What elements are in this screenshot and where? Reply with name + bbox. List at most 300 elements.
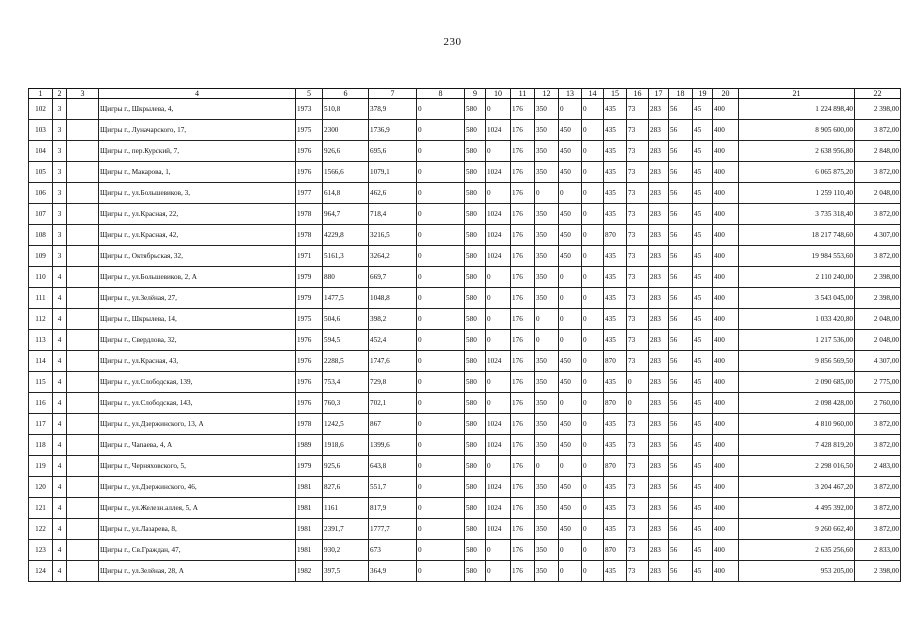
table-cell-col-4: Щигры г., пер.Курский, 7, [99,141,296,162]
table-cell-col-5: 1981 [296,519,323,540]
table-cell-col-14: 0 [582,393,604,414]
table-cell-col-3 [67,393,99,414]
table-cell-col-16: 73 [627,246,649,267]
table-cell-col-8: 0 [417,141,465,162]
table-cell-col-9: 580 [465,519,486,540]
table-cell-col-19: 45 [693,330,713,351]
table-cell-col-14: 0 [582,372,604,393]
table-cell-col-14: 0 [582,246,604,267]
table-cell-col-19: 45 [693,162,713,183]
table-cell-col-2: 4 [53,267,67,288]
table-cell-col-6: 594,5 [323,330,369,351]
table-cell-col-16: 73 [627,183,649,204]
table-cell-col-6: 1918,6 [323,435,369,456]
table-cell-col-22: 4 307,00 [855,351,901,372]
table-cell-col-14: 0 [582,99,604,120]
table-cell-col-3 [67,309,99,330]
table-cell-col-13: 450 [559,519,582,540]
table-cell-col-8: 0 [417,99,465,120]
table-cell-col-2: 4 [53,288,67,309]
table-cell-col-16: 0 [627,393,649,414]
table-cell-col-17: 283 [649,393,669,414]
table-cell-col-5: 1973 [296,99,323,120]
table-cell-col-9: 580 [465,561,486,582]
column-header-1: 1 [29,89,53,99]
table-row [29,246,901,267]
table-cell-col-18: 56 [669,372,693,393]
table-cell-col-4: Щигры г., ул.Слободская, 139, [99,372,296,393]
table-cell-col-13: 450 [559,372,582,393]
table-cell-col-20: 400 [713,225,739,246]
table-cell-col-17: 283 [649,288,669,309]
table-cell-col-5: 1977 [296,183,323,204]
table-cell-col-7: 867 [369,414,417,435]
table-cell-col-21: 4 495 392,00 [739,498,855,519]
table-cell-col-11: 176 [511,120,535,141]
table-cell-col-21: 7 428 819,20 [739,435,855,456]
table-cell-col-22: 2 398,00 [855,288,901,309]
table-cell-col-10: 0 [486,309,511,330]
table-cell-col-2: 4 [53,456,67,477]
table-row [29,99,901,120]
table-cell-col-16: 73 [627,498,649,519]
table-cell-col-20: 400 [713,372,739,393]
table-cell-col-2: 4 [53,414,67,435]
table-cell-col-6: 1566,6 [323,162,369,183]
table-cell-col-10: 0 [486,141,511,162]
table-cell-col-11: 176 [511,309,535,330]
table-cell-col-13: 450 [559,162,582,183]
table-cell-col-13: 450 [559,204,582,225]
table-cell-col-18: 56 [669,456,693,477]
table-cell-col-11: 176 [511,393,535,414]
table-cell-col-18: 56 [669,141,693,162]
table-cell-col-11: 176 [511,267,535,288]
table-cell-col-16: 73 [627,330,649,351]
table-cell-col-22: 3 872,00 [855,477,901,498]
table-cell-col-3 [67,141,99,162]
table-cell-col-18: 56 [669,162,693,183]
table-cell-col-20: 400 [713,99,739,120]
column-header-21: 21 [739,89,855,99]
table-cell-col-1: 118 [29,435,53,456]
table-cell-col-12: 350 [535,246,559,267]
table-cell-col-8: 0 [417,456,465,477]
table-cell-col-1: 117 [29,414,53,435]
table-cell-col-15: 435 [604,99,627,120]
table-row [29,456,901,477]
table-cell-col-15: 435 [604,498,627,519]
table-cell-col-14: 0 [582,351,604,372]
table-cell-col-9: 580 [465,99,486,120]
table-cell-col-9: 580 [465,330,486,351]
table-cell-col-16: 73 [627,141,649,162]
table-cell-col-8: 0 [417,561,465,582]
table-cell-col-9: 580 [465,183,486,204]
table-cell-col-2: 4 [53,330,67,351]
table-cell-col-10: 0 [486,267,511,288]
column-header-8: 8 [417,89,465,99]
table-cell-col-14: 0 [582,519,604,540]
table-cell-col-1: 124 [29,561,53,582]
table-cell-col-20: 400 [713,120,739,141]
table-cell-col-20: 400 [713,183,739,204]
table-cell-col-1: 107 [29,204,53,225]
table-cell-col-6: 827,6 [323,477,369,498]
table-cell-col-16: 73 [627,99,649,120]
table-cell-col-11: 176 [511,372,535,393]
table-cell-col-13: 0 [559,183,582,204]
table-cell-col-22: 2 398,00 [855,99,901,120]
table-cell-col-16: 73 [627,519,649,540]
table-cell-col-19: 45 [693,519,713,540]
table-cell-col-7: 1777,7 [369,519,417,540]
table-cell-col-15: 435 [604,372,627,393]
table-cell-col-18: 56 [669,498,693,519]
table-cell-col-16: 73 [627,456,649,477]
table-cell-col-11: 176 [511,246,535,267]
table-cell-col-11: 176 [511,519,535,540]
table-cell-col-22: 2 048,00 [855,183,901,204]
table-row [29,414,901,435]
table-cell-col-22: 4 307,00 [855,225,901,246]
table-cell-col-12: 350 [535,351,559,372]
table-cell-col-3 [67,372,99,393]
table-cell-col-12: 0 [535,183,559,204]
table-cell-col-13: 450 [559,435,582,456]
table-cell-col-22: 3 872,00 [855,414,901,435]
table-cell-col-14: 0 [582,267,604,288]
table-cell-col-16: 73 [627,288,649,309]
table-cell-col-12: 350 [535,141,559,162]
table-cell-col-22: 3 872,00 [855,498,901,519]
table-cell-col-7: 817,9 [369,498,417,519]
table-row [29,519,901,540]
table-cell-col-2: 3 [53,183,67,204]
table-cell-col-10: 1024 [486,120,511,141]
table-cell-col-10: 0 [486,372,511,393]
table-cell-col-22: 3 872,00 [855,204,901,225]
table-cell-col-10: 1024 [486,498,511,519]
table-cell-col-2: 3 [53,162,67,183]
table-cell-col-7: 3264,2 [369,246,417,267]
table-cell-col-3 [67,162,99,183]
table-cell-col-15: 435 [604,267,627,288]
table-cell-col-9: 580 [465,414,486,435]
table-cell-col-1: 123 [29,540,53,561]
table-cell-col-5: 1976 [296,372,323,393]
table-cell-col-18: 56 [669,393,693,414]
table-cell-col-5: 1979 [296,288,323,309]
table-cell-col-9: 580 [465,141,486,162]
table-cell-col-7: 729,8 [369,372,417,393]
table-cell-col-8: 0 [417,351,465,372]
table-cell-col-1: 102 [29,99,53,120]
table-row [29,225,901,246]
table-cell-col-4: Щигры г., ул.Слободская, 143, [99,393,296,414]
table-cell-col-13: 450 [559,141,582,162]
table-cell-col-5: 1981 [296,540,323,561]
table-cell-col-4: Щигры г., ул.Зелёная, 27, [99,288,296,309]
table-cell-col-15: 435 [604,288,627,309]
column-header-12: 12 [535,89,559,99]
table-cell-col-19: 45 [693,456,713,477]
table-cell-col-4: Щигры г., ул.Железн.аллея, 5, А [99,498,296,519]
table-cell-col-11: 176 [511,183,535,204]
table-cell-col-15: 435 [604,204,627,225]
table-cell-col-9: 580 [465,456,486,477]
table-cell-col-21: 1 224 898,40 [739,99,855,120]
table-cell-col-8: 0 [417,309,465,330]
table-cell-col-20: 400 [713,414,739,435]
table-cell-col-22: 3 872,00 [855,435,901,456]
table-cell-col-8: 0 [417,120,465,141]
table-cell-col-19: 45 [693,225,713,246]
table-cell-col-6: 1242,5 [323,414,369,435]
table-cell-col-13: 450 [559,351,582,372]
table-cell-col-19: 45 [693,414,713,435]
table-cell-col-10: 1024 [486,477,511,498]
table-row [29,162,901,183]
table-cell-col-12: 350 [535,99,559,120]
table-cell-col-5: 1975 [296,309,323,330]
column-header-5: 5 [296,89,323,99]
table-cell-col-1: 115 [29,372,53,393]
table-cell-col-19: 45 [693,267,713,288]
table-cell-col-2: 3 [53,141,67,162]
table-cell-col-12: 350 [535,288,559,309]
table-cell-col-11: 176 [511,540,535,561]
table-cell-col-11: 176 [511,414,535,435]
table-cell-col-13: 450 [559,246,582,267]
table-cell-col-3 [67,204,99,225]
table-cell-col-2: 4 [53,561,67,582]
table-cell-col-20: 400 [713,288,739,309]
table-cell-col-4: Щигры г., Луначарского, 17, [99,120,296,141]
table-cell-col-5: 1989 [296,435,323,456]
table-cell-col-9: 580 [465,246,486,267]
table-cell-col-5: 1976 [296,330,323,351]
table-cell-col-1: 104 [29,141,53,162]
table-cell-col-10: 1024 [486,246,511,267]
table-cell-col-12: 350 [535,540,559,561]
table-row [29,393,901,414]
table-cell-col-18: 56 [669,120,693,141]
table-cell-col-1: 114 [29,351,53,372]
table-cell-col-15: 870 [604,393,627,414]
table-cell-col-6: 1477,5 [323,288,369,309]
table-cell-col-13: 450 [559,120,582,141]
table-cell-col-10: 1024 [486,519,511,540]
table-cell-col-18: 56 [669,519,693,540]
table-cell-col-22: 2 483,00 [855,456,901,477]
table-cell-col-21: 9 856 569,50 [739,351,855,372]
table-cell-col-21: 9 260 662,40 [739,519,855,540]
table-cell-col-5: 1981 [296,498,323,519]
table-cell-col-10: 1024 [486,204,511,225]
table-cell-col-18: 56 [669,267,693,288]
table-cell-col-15: 870 [604,351,627,372]
table-cell-col-3 [67,267,99,288]
table-cell-col-5: 1978 [296,204,323,225]
housing-register-table-wrap [28,88,899,598]
table-cell-col-12: 350 [535,435,559,456]
table-cell-col-13: 0 [559,309,582,330]
table-row [29,477,901,498]
table-cell-col-13: 0 [559,561,582,582]
table-cell-col-8: 0 [417,288,465,309]
table-cell-col-3 [67,477,99,498]
table-cell-col-17: 283 [649,99,669,120]
table-row [29,183,901,204]
table-cell-col-20: 400 [713,162,739,183]
table-cell-col-11: 176 [511,477,535,498]
table-cell-col-4: Щигры г., ул.Лазарева, 8, [99,519,296,540]
table-cell-col-20: 400 [713,309,739,330]
table-cell-col-15: 435 [604,309,627,330]
table-cell-col-10: 0 [486,183,511,204]
table-cell-col-3 [67,99,99,120]
table-cell-col-5: 1979 [296,267,323,288]
table-cell-col-14: 0 [582,141,604,162]
table-cell-col-15: 435 [604,183,627,204]
table-cell-col-18: 56 [669,414,693,435]
table-cell-col-12: 0 [535,456,559,477]
table-cell-col-11: 176 [511,561,535,582]
table-cell-col-21: 3 543 045,00 [739,288,855,309]
table-cell-col-20: 400 [713,540,739,561]
table-cell-col-9: 580 [465,435,486,456]
table-cell-col-13: 450 [559,225,582,246]
table-cell-col-17: 283 [649,456,669,477]
table-cell-col-17: 283 [649,204,669,225]
table-cell-col-20: 400 [713,561,739,582]
table-cell-col-14: 0 [582,330,604,351]
table-cell-col-16: 73 [627,351,649,372]
table-cell-col-18: 56 [669,351,693,372]
table-cell-col-1: 116 [29,393,53,414]
table-cell-col-8: 0 [417,519,465,540]
table-body [29,99,901,582]
table-cell-col-7: 1079,1 [369,162,417,183]
table-row [29,561,901,582]
table-cell-col-21: 1 259 110,40 [739,183,855,204]
table-cell-col-17: 283 [649,309,669,330]
table-cell-col-8: 0 [417,498,465,519]
table-cell-col-10: 0 [486,540,511,561]
table-cell-col-19: 45 [693,288,713,309]
table-cell-col-14: 0 [582,204,604,225]
table-cell-col-12: 350 [535,267,559,288]
table-cell-col-9: 580 [465,288,486,309]
table-cell-col-19: 45 [693,309,713,330]
table-cell-col-6: 2288,5 [323,351,369,372]
table-cell-col-19: 45 [693,246,713,267]
table-cell-col-5: 1982 [296,561,323,582]
table-cell-col-3 [67,414,99,435]
table-cell-col-16: 73 [627,225,649,246]
table-cell-col-7: 673 [369,540,417,561]
table-cell-col-11: 176 [511,330,535,351]
table-cell-col-13: 450 [559,477,582,498]
table-cell-col-7: 452,4 [369,330,417,351]
table-cell-col-20: 400 [713,456,739,477]
table-cell-col-15: 435 [604,435,627,456]
table-cell-col-14: 0 [582,309,604,330]
table-cell-col-16: 73 [627,414,649,435]
table-cell-col-5: 1976 [296,162,323,183]
column-header-15: 15 [604,89,627,99]
table-cell-col-13: 0 [559,330,582,351]
table-cell-col-4: Щигры г., Октябрьская, 32, [99,246,296,267]
table-cell-col-7: 378,9 [369,99,417,120]
table-cell-col-15: 435 [604,330,627,351]
table-cell-col-17: 283 [649,351,669,372]
table-cell-col-11: 176 [511,204,535,225]
table-cell-col-6: 930,2 [323,540,369,561]
table-cell-col-21: 2 090 685,00 [739,372,855,393]
table-cell-col-15: 435 [604,519,627,540]
table-cell-col-17: 283 [649,435,669,456]
table-cell-col-17: 283 [649,519,669,540]
table-cell-col-20: 400 [713,435,739,456]
table-cell-col-9: 580 [465,309,486,330]
table-cell-col-2: 4 [53,372,67,393]
table-cell-col-18: 56 [669,330,693,351]
table-cell-col-4: Щигры г., Свердлова, 32, [99,330,296,351]
table-cell-col-21: 4 810 960,00 [739,414,855,435]
table-cell-col-17: 283 [649,120,669,141]
table-cell-col-3 [67,225,99,246]
table-cell-col-1: 106 [29,183,53,204]
table-cell-col-17: 283 [649,414,669,435]
column-header-22: 22 [855,89,901,99]
table-cell-col-14: 0 [582,288,604,309]
table-cell-col-21: 18 217 748,60 [739,225,855,246]
table-cell-col-14: 0 [582,498,604,519]
table-cell-col-10: 1024 [486,351,511,372]
table-cell-col-9: 580 [465,204,486,225]
table-cell-col-15: 870 [604,540,627,561]
table-cell-col-2: 3 [53,225,67,246]
table-cell-col-19: 45 [693,540,713,561]
table-cell-col-5: 1978 [296,414,323,435]
table-cell-col-6: 1161 [323,498,369,519]
table-cell-col-22: 3 872,00 [855,120,901,141]
table-cell-col-16: 73 [627,540,649,561]
table-cell-col-13: 0 [559,540,582,561]
table-cell-col-1: 105 [29,162,53,183]
table-cell-col-3 [67,330,99,351]
table-cell-col-22: 3 872,00 [855,162,901,183]
table-cell-col-20: 400 [713,477,739,498]
table-cell-col-2: 4 [53,498,67,519]
table-cell-col-6: 510,8 [323,99,369,120]
table-cell-col-11: 176 [511,162,535,183]
table-cell-col-2: 4 [53,309,67,330]
table-cell-col-22: 2 833,00 [855,540,901,561]
table-cell-col-8: 0 [417,162,465,183]
table-cell-col-1: 122 [29,519,53,540]
table-cell-col-1: 112 [29,309,53,330]
table-cell-col-19: 45 [693,99,713,120]
column-header-13: 13 [559,89,582,99]
table-row [29,141,901,162]
table-cell-col-17: 283 [649,540,669,561]
table-cell-col-22: 3 872,00 [855,246,901,267]
table-cell-col-7: 1736,9 [369,120,417,141]
table-cell-col-7: 462,6 [369,183,417,204]
